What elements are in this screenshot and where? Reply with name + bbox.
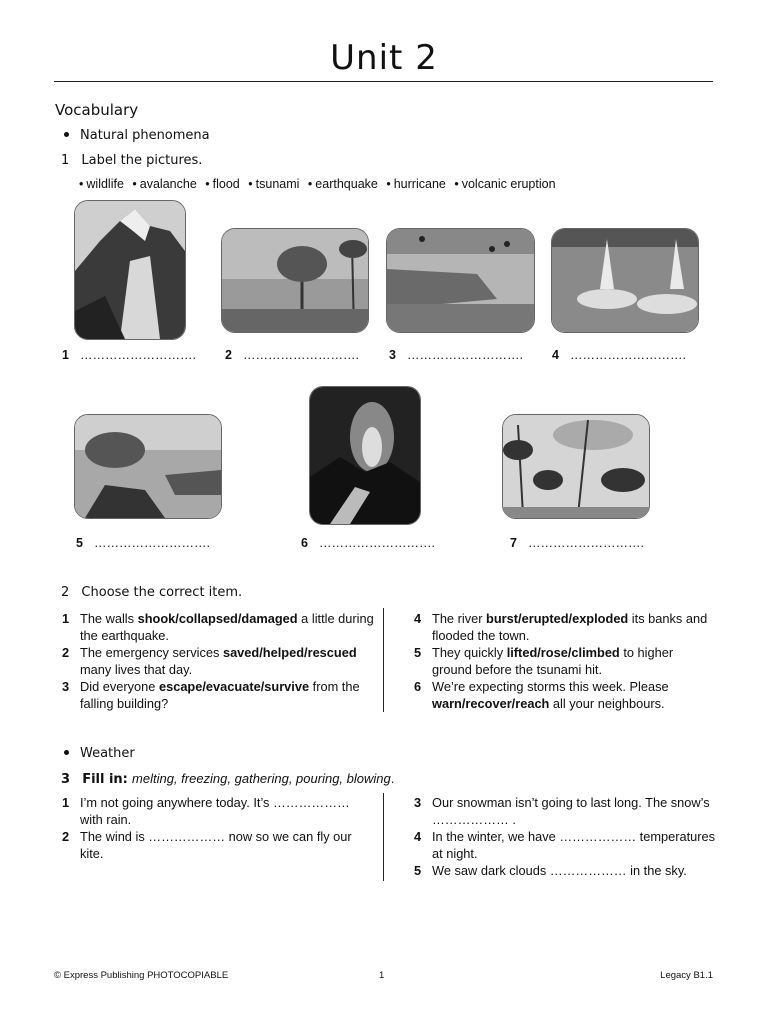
item-number: 5 [414,863,422,878]
word: tsunami [255,177,300,191]
choice-item [406,678,716,712]
label-number: 2 [225,348,232,362]
label-7 [510,536,644,550]
item-text[interactable]: The wind is ……………… now so we can fly our kite. [80,829,352,861]
item-number: 1 [62,795,70,810]
footer-book-title: Legacy B1.1 [660,970,713,981]
answer-blank[interactable]: ………………………. [242,348,359,362]
exercise-1-heading [61,153,202,168]
answer-blank[interactable]: ………………………. [318,536,435,550]
bullet-weather [64,746,135,761]
item-text: We’re expecting storms this week. Please [432,679,669,694]
column-divider [383,793,384,881]
choice-item [406,644,716,678]
item-text[interactable]: Our snowman isn’t going to last long. The snow’s ……………… . [432,795,710,827]
item-number: 3 [62,679,70,694]
bullet-dot [64,132,69,137]
photo-earthquake-rubble [386,228,535,333]
exercise-2-left-column [54,610,374,712]
item-text[interactable]: In the winter, we have ……………… temperatures at night. [432,829,716,861]
word: avalanche [139,177,197,191]
column-divider [383,608,384,712]
label-4 [552,348,686,362]
item-number: 3 [414,795,422,810]
exercise-3-heading: 3 Fill in: melting, freezing, gathering, pouring, blowing. [61,771,395,787]
item-text: its banks and flooded the town. [432,611,708,643]
item-text: all your neighbours. [549,696,665,711]
item-number: 6 [414,679,422,694]
item-text: The walls [80,611,138,626]
footer-page-number: 1 [379,970,385,981]
exercise-3-right-column [406,794,716,879]
page-title: Unit 2 [330,38,438,78]
choice-item [54,610,374,644]
exercise-2-right-column [406,610,716,712]
item-number: 1 [62,611,70,626]
item-options[interactable]: lifted/rose/climbed [506,645,620,660]
item-text: They quickly [432,645,507,660]
label-number: 1 [62,348,69,362]
answer-blank[interactable]: ………………………. [569,348,686,362]
item-number: 2 [62,645,70,660]
word-list: melting, freezing, gathering, pouring, blowing [132,771,391,786]
label-3 [389,348,523,362]
exercise-3-left-column [54,794,374,862]
item-text: to higher ground before the tsunami hit. [432,645,674,677]
item-options[interactable]: warn/recover/reach [432,696,550,711]
item-text[interactable]: I’m not going anywhere today. It’s ……………… with rain. [80,795,350,827]
item-number: 4 [414,611,422,626]
photo-wildfire [221,228,369,333]
fill-item [406,828,716,862]
label-number: 5 [76,536,83,550]
exercise-2-heading [61,585,242,600]
label-number: 7 [510,536,517,550]
choice-item [406,610,716,644]
item-text: many lives that day. [80,662,193,677]
item-number: 5 [414,645,422,660]
item-options[interactable]: escape/evacuate/survive [158,679,310,694]
item-text: Did everyone [80,679,159,694]
exercise-instruction: Label the pictures. [81,153,203,168]
item-text: The river [432,611,487,626]
fill-item [406,794,716,828]
word-list: • wildlife • avalanche • flood • tsunami • earthquake • hurricane • volcanic eruption [79,177,556,191]
exercise-number: 1 [61,153,70,168]
word: volcanic eruption [461,177,556,191]
photo-volcanic-eruption [309,386,421,525]
label-number: 3 [389,348,396,362]
bullet-dot [64,750,69,755]
answer-blank[interactable]: ………………………. [527,536,644,550]
item-number: 4 [414,829,422,844]
item-options[interactable]: shook/collapsed/damaged [137,611,298,626]
answer-blank[interactable]: ………………………. [79,348,196,362]
word: wildlife [86,177,124,191]
word: earthquake [315,177,378,191]
choice-item [54,678,374,712]
bullet-natural-phenomena [64,128,210,143]
exercise-instruction: Fill in: [82,772,128,787]
exercise-number: 3 [61,772,71,787]
exercise-instruction: Choose the correct item. [81,585,243,600]
item-options[interactable]: burst/erupted/exploded [486,611,629,626]
photo-hurricane-palms [502,414,650,519]
section-heading-vocabulary: Vocabulary [55,101,139,119]
exercise-number: 2 [61,585,70,600]
item-options[interactable]: saved/helped/rescued [222,645,357,660]
fill-item [406,862,716,879]
fill-item [54,828,374,862]
label-1 [62,348,196,362]
title-divider [54,81,713,82]
answer-blank[interactable]: ………………………. [93,536,210,550]
item-text: from the falling building? [80,679,360,711]
fill-item [54,794,374,828]
item-number: 2 [62,829,70,844]
photo-tsunami [74,414,222,519]
choice-item [54,644,374,678]
item-text: a little during the earthquake. [80,611,374,643]
photo-flood-street [551,228,699,333]
label-number: 4 [552,348,559,362]
item-text: The emergency services [80,645,223,660]
label-5 [76,536,210,550]
bullet-label: Weather [80,746,135,761]
item-text[interactable]: We saw dark clouds ……………… in the sky. [432,863,687,878]
photo-avalanche-mountain [74,200,186,340]
label-2 [225,348,359,362]
footer-copyright: © Express Publishing PHOTOCOPIABLE [54,970,229,981]
answer-blank[interactable]: ………………………. [406,348,523,362]
bullet-label: Natural phenomena [80,128,210,143]
word: hurricane [393,177,446,191]
label-number: 6 [301,536,308,550]
label-6 [301,536,435,550]
word: flood [212,177,240,191]
